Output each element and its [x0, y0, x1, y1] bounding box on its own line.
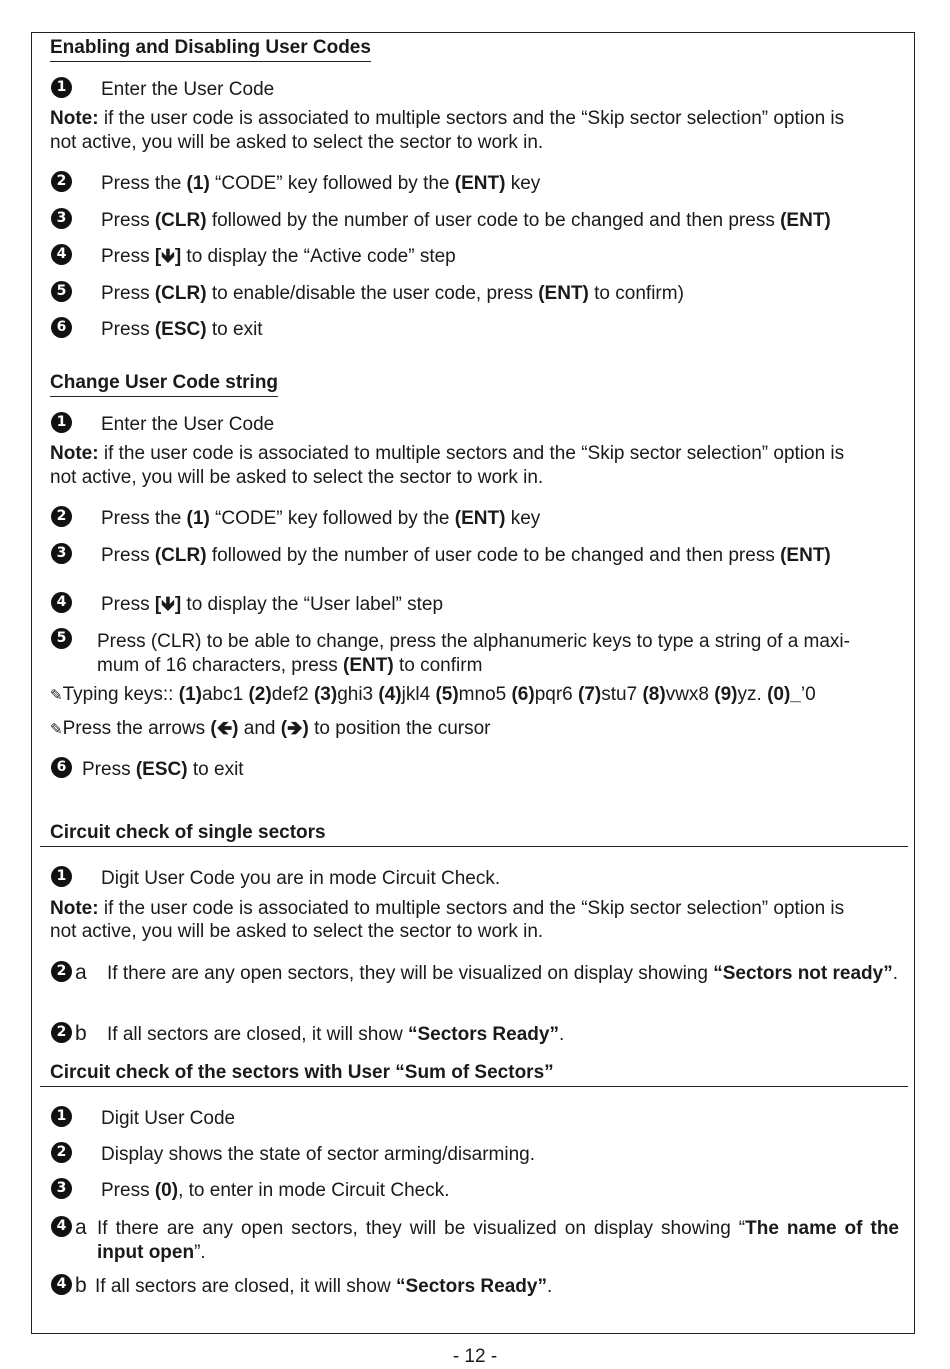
- step-6-text: Press (ESC) to exit: [101, 319, 263, 340]
- s4-step-4b-bullet: 4: [51, 1274, 72, 1295]
- step-3-text: Press (CLR) followed by the number of user code to be changed and then press (ENT): [101, 210, 831, 231]
- s2-step-3-bullet: 3: [51, 543, 72, 564]
- s2-note-line-1: Note: if the user code is associated to multiple sectors and the “Skip sector selection” option is: [50, 443, 845, 464]
- pen-icon: ✎: [50, 720, 63, 738]
- s2-step-2-text: Press the (1) “CODE” key followed by the (ENT) key: [101, 508, 541, 529]
- s2-step-3-text: Press (CLR) followed by the number of user code to be changed and then press (ENT): [101, 545, 831, 566]
- s4-step-4b-text: If all sectors are closed, it will show “Sectors Ready”.: [95, 1276, 553, 1297]
- step-5-bullet: 5: [51, 281, 72, 302]
- s2-step-5-bullet: 5: [51, 628, 72, 649]
- step-5-text: Press (CLR) to enable/disable the user code, press (ENT) to confirm): [101, 283, 684, 304]
- section-title-enable-disable: Enabling and Disabling User Codes: [50, 36, 371, 62]
- s2-step-4-bullet: 4: [51, 592, 72, 613]
- note-line-2: not active, you will be asked to select the sector to work in.: [50, 132, 544, 153]
- s4-step-4a-text: If there are any open sectors, they will be visualized on display showing “The name of the input open”.: [97, 1218, 899, 1263]
- note-line-1: Note: if the user code is associated to multiple sectors and the “Skip sector selection” option is: [50, 108, 845, 129]
- typing-keys-line: ✎Typing keys:: (1)abc1 (2)def2 (3)ghi3 (4)jkl4 (5)mno5 (6)pqr6 (7)stu7 (8)vwx8 (9)yz. (0)_’0: [50, 684, 816, 705]
- s3-note-line-1: Note: if the user code is associated to multiple sectors and the “Skip sector selection” option is: [50, 898, 845, 919]
- section-title-change-string: Change User Code string: [50, 371, 278, 397]
- section-divider: [40, 846, 908, 847]
- s3-note-line-2: not active, you will be asked to select the sector to work in.: [50, 921, 544, 942]
- s4-step-1-bullet: 1: [51, 1106, 72, 1127]
- page-number: - 12 -: [452, 1346, 498, 1367]
- section-title-circuit-single: Circuit check of single sectors: [50, 822, 326, 843]
- step-1-bullet: 1: [51, 77, 72, 98]
- s4-step-3-bullet: 3: [51, 1178, 72, 1199]
- s3-step-1-text: Digit User Code you are in mode Circuit Check.: [101, 868, 501, 889]
- s3-step-1-bullet: 1: [51, 866, 72, 887]
- s3-step-2a-letter: a: [75, 961, 87, 984]
- s4-step-4a-letter: a: [75, 1216, 87, 1239]
- s2-step-6-text: Press (ESC) to exit: [82, 759, 244, 780]
- step-4-bullet: 4: [51, 244, 72, 265]
- section-title-circuit-sum: Circuit check of the sectors with User “Sum of Sectors”: [50, 1062, 554, 1083]
- pen-icon: ✎: [50, 686, 63, 704]
- s2-step-1-bullet: 1: [51, 412, 72, 433]
- s4-step-2-bullet: 2: [51, 1142, 72, 1163]
- s4-step-3-text: Press (0), to enter in mode Circuit Check.: [101, 1180, 450, 1201]
- step-4-text: Press [🡻] to display the “Active code” step: [101, 246, 456, 267]
- s2-note-line-2: not active, you will be asked to select the sector to work in.: [50, 467, 544, 488]
- s4-step-2-text: Display shows the state of sector arming/disarming.: [101, 1144, 536, 1165]
- s2-step-2-bullet: 2: [51, 506, 72, 527]
- step-6-bullet: 6: [51, 317, 72, 338]
- step-2-text: Press the (1) “CODE” key followed by the (ENT) key: [101, 173, 541, 194]
- arrows-line: ✎Press the arrows (🡸) and (🡺) to position the cursor: [50, 718, 491, 739]
- step-3-bullet: 3: [51, 208, 72, 229]
- s2-step-1-text: Enter the User Code: [101, 414, 275, 435]
- s4-step-4b-letter: b: [75, 1274, 87, 1297]
- s4-step-1-text: Digit User Code: [101, 1108, 236, 1129]
- s3-step-2b-letter: b: [75, 1022, 87, 1045]
- s3-step-2b-bullet: 2: [51, 1022, 72, 1043]
- s2-step-5-line-1: Press (CLR) to be able to change, press the alphanumeric keys to type a string of a maxi-: [97, 631, 850, 652]
- s3-step-2b-text: If all sectors are closed, it will show “Sectors Ready”.: [107, 1024, 565, 1045]
- s2-step-6-bullet: 6: [51, 757, 72, 778]
- section-divider: [40, 1086, 908, 1087]
- s2-step-5-line-2: mum of 16 characters, press (ENT) to confirm: [97, 655, 483, 676]
- s3-step-2a-bullet: 2: [51, 961, 72, 982]
- s4-step-4a-bullet: 4: [51, 1216, 72, 1237]
- s3-step-2a-text: If there are any open sectors, they will be visualized on display showing “Sectors not ready”.: [107, 963, 899, 984]
- s2-step-4-text: Press [🡻] to display the “User label” step: [101, 594, 444, 615]
- step-1-text: Enter the User Code: [101, 79, 275, 100]
- step-2-bullet: 2: [51, 171, 72, 192]
